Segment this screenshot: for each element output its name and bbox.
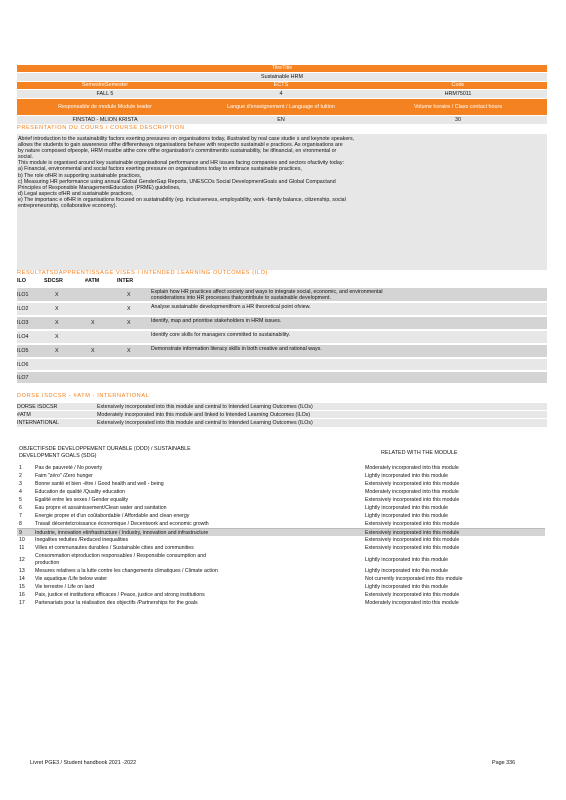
sdg-number: 5 xyxy=(19,497,22,503)
ilo-row xyxy=(17,287,547,301)
presentation-line: by nature composed ofpeople, HRM mustbe atthe core ofthe organisation's commitmentto sustainability, be itfinancial, en vironmental or xyxy=(18,148,337,155)
language-label: Langue d'enseignement / Language of tuition xyxy=(227,104,335,110)
theme-label: DORSE ISDCSR xyxy=(17,404,58,410)
ilo-atm-mark xyxy=(91,331,105,343)
presentation-line: e) The importanc e ofHR in organisations focused on sustainability (eg. inclusiveness, employability, work -family balance, citizenship, social xyxy=(18,196,346,203)
ilo-sdcsr-mark: X xyxy=(55,306,59,312)
ilo-sdcsr-mark: X xyxy=(55,348,59,354)
theme-description: Extensively incorporated into this module and central to Intended Learning Outcomes (ILOs) xyxy=(97,420,313,426)
sdg-number: 15 xyxy=(19,584,25,590)
sdg-goal-line: Villes et communautes durables / Sustainable cities and communities xyxy=(35,545,194,551)
sdg-number: 1 xyxy=(19,465,22,471)
responsable-label: Responsable de module Module leader xyxy=(58,103,152,110)
ilo-description xyxy=(151,346,322,352)
ilo-description-line: Identify, map and prioritise stakeholders in HRM issues. xyxy=(151,318,282,324)
ilo-inter-mark: X xyxy=(127,348,131,354)
sdg-goal xyxy=(35,513,189,520)
sdg-number: 9 xyxy=(19,530,22,536)
ilo-description-line: Explain how HR practices affect society and ways to integrate social, economic, and environmental xyxy=(151,289,383,295)
sdg-relation: Extensively incorporated into this module xyxy=(365,530,460,536)
sdg-number: 11 xyxy=(19,545,25,551)
sdg-header-left-1: OBJECTIFSDE DEVELOPPEMENT DURABLE (ODD) / SUSTAINABLE xyxy=(19,446,191,452)
ilo-description xyxy=(151,304,311,310)
sdg-relation: Lightly incorporated into this module xyxy=(365,584,449,590)
sdg-goal xyxy=(35,592,205,599)
ilo-header: ILO xyxy=(17,278,26,285)
ilo-atm-mark: X xyxy=(91,320,95,326)
ilo-inter-mark xyxy=(127,372,141,383)
presentation-line: a) Financial, environmental and social factors exerting pressure on organisations today to embrace sustainable practices, xyxy=(18,166,302,173)
sdg-row xyxy=(17,583,545,591)
ilo-description-line: Demonstrate information literacy skills in both creative and rational ways. xyxy=(151,346,322,352)
sdg-row xyxy=(17,599,545,607)
theme-label: INTERNATIONAL xyxy=(17,420,59,426)
presentation-line: Abrief introduction to the sustainability factors exerting pressures on organisations today, illustrated by real case studie s and keynote speakers, xyxy=(18,136,355,142)
ilo-sdcsr-mark xyxy=(55,359,69,370)
sdg-goal-line: Eau propre et assainissement/Clean water and sanitation xyxy=(35,505,167,511)
ilo-id: ILO6 xyxy=(17,361,29,368)
ilo-row xyxy=(17,358,547,370)
sdg-goal-line: Consommation etproduction responsables / Responsible consumption and xyxy=(35,553,207,559)
ilo-description-line: Analyse sustainable developmentfrom a HR theoretical point ofview. xyxy=(151,304,311,310)
sdg-goal-line: Paix, justice et institutions efficaces / Peace, justice and strong institutions xyxy=(35,592,205,598)
sdg-goal xyxy=(35,489,125,496)
title-label: TitreTitle xyxy=(271,65,293,72)
sdg-number: 16 xyxy=(19,592,25,598)
sdg-goal-line: Mesures relatives a la lutte contre les changements climatiques / Climate action xyxy=(35,568,218,574)
ilo-description-line: Identify core skills for managers committed to sustainability. xyxy=(151,332,291,338)
ilo-sdcsr-mark: X xyxy=(55,291,59,298)
semester-value-row xyxy=(17,90,547,98)
presentation-line: entrepreneurship, collaborative economy). xyxy=(18,203,117,210)
ilo-id: ILO2 xyxy=(17,306,29,312)
sdg-row xyxy=(17,567,545,575)
title-value-row xyxy=(17,73,547,81)
semester-header-row xyxy=(17,82,547,89)
footer-left: Livret PGE3 / Student handbook 2021 -2022 xyxy=(30,760,137,766)
sdg-header-left-2: DEVELOPMENT GOALS (SDG) xyxy=(19,453,97,459)
sdg-relation: Extensively incorporated into this module xyxy=(365,545,460,551)
presentation-line: Principles of Responsible ManagementEducation (PRME) guidelines, xyxy=(18,184,181,191)
sdg-number: 2 xyxy=(19,473,22,479)
ilo-id: ILO7 xyxy=(17,374,29,381)
sdg-number: 12 xyxy=(19,556,25,563)
sdg-number: 6 xyxy=(19,505,22,511)
ilo-row xyxy=(17,302,547,315)
sdg-goal xyxy=(35,584,94,591)
footer-right: Page 336 xyxy=(492,760,516,766)
sdg-row xyxy=(17,504,545,512)
themes-title: DORSE ISDCSR - #ATM - INTERNATIONAL xyxy=(17,393,150,399)
inter-header: INTER xyxy=(117,278,134,285)
sdg-row xyxy=(17,464,545,472)
sdg-row xyxy=(17,512,545,520)
sdg-number: 17 xyxy=(19,600,25,606)
presentation-line: d) Legal aspects ofHR and sustainable practices, xyxy=(18,190,134,197)
ilo-atm-mark xyxy=(91,372,105,383)
sdg-row xyxy=(17,591,545,599)
sdg-goal xyxy=(35,553,206,566)
sdcsr-header: SDCSR xyxy=(44,278,63,285)
presentation-title: PRESENTATION DU COURS / COURSE DESCRIPTION xyxy=(17,125,185,131)
sdg-goal-line: Faim "zéro" /Zero hunger xyxy=(35,473,93,479)
sdg-goal-line: Education de qualité /Quality education xyxy=(35,489,125,495)
sdg-relation: Lightly incorporated into this module xyxy=(365,513,449,519)
sdg-relation: Lightly incorporated into this module xyxy=(365,556,449,563)
ilo-id: ILO3 xyxy=(17,320,29,326)
sdg-relation: Not currently incorporated into this module xyxy=(365,576,463,582)
sdg-number: 10 xyxy=(19,537,25,543)
sdg-goal-line: Travail décentetcroissance économique / Decentwork and economic growth xyxy=(35,521,209,527)
sdg-number: 8 xyxy=(19,521,22,527)
sdg-goal xyxy=(35,568,218,575)
ilo-atm-mark: X xyxy=(91,348,95,354)
semester-label: SemestreSemester xyxy=(81,82,129,89)
theme-row xyxy=(17,418,547,427)
sdg-number: 3 xyxy=(19,481,22,487)
ilo-inter-mark: X xyxy=(127,291,131,298)
sdg-goal xyxy=(35,505,167,512)
ilo-description-line: considerations into HR processes thatcontribute to sustainable development. xyxy=(151,295,331,301)
language-value: EN xyxy=(277,116,285,123)
responsable-value: FINSTAD - MLION KRISTA xyxy=(72,116,138,123)
ilo-id: ILO5 xyxy=(17,348,29,354)
hours-value: 30 xyxy=(455,116,461,123)
ilo-row xyxy=(17,344,547,357)
sdg-goal-line: Industrie, innovation etinfrastructure / Industry, innovation and infrastructure xyxy=(35,530,209,536)
ilo-inter-mark xyxy=(127,359,141,370)
theme-description: Extensively incorporated into this module and central to Intended Learning Outcomes (ILOs) xyxy=(97,404,313,410)
sdg-row xyxy=(17,536,545,544)
ilo-description xyxy=(151,289,383,301)
sdg-row xyxy=(17,488,545,496)
ilo-row xyxy=(17,330,547,343)
sdg-goal xyxy=(35,481,164,488)
sdg-relation: Moderately incorporated into this module xyxy=(365,465,459,471)
presentation-line: b) The role ofHR in supporting sustainable practices, xyxy=(18,172,142,179)
sdg-goal xyxy=(35,465,102,472)
sdg-goal xyxy=(35,497,128,504)
sdg-row xyxy=(17,552,545,567)
ilo-inter-mark: X xyxy=(127,306,131,312)
sdg-number: 14 xyxy=(19,576,25,582)
sdg-goal-line: Bonne santé et bien -être / Good health and well - being xyxy=(35,481,164,487)
sdg-relation: Lightly incorporated into this module xyxy=(365,473,449,479)
sdg-relation: Lightly incorporated into this module xyxy=(365,568,449,574)
sdg-row xyxy=(17,520,545,528)
sdg-relation: Lightly incorporated into this module xyxy=(365,505,449,511)
sdg-number: 4 xyxy=(19,489,22,495)
responsable-value-row xyxy=(17,116,547,124)
sdg-goal xyxy=(35,537,128,544)
sdg-row xyxy=(17,496,545,504)
sdg-row xyxy=(17,480,545,488)
hours-label: Volume horaire / Class contact hours xyxy=(413,103,503,110)
sdg-goal-line: Partenariats pour la réalisation des objectifs /Partnerships for the goals xyxy=(35,600,198,606)
title-label-row xyxy=(17,65,547,72)
sdg-row xyxy=(17,544,545,552)
sdg-header xyxy=(17,446,547,460)
sdg-goal-line: Egalité entre les sexes / Gender equality xyxy=(35,497,129,503)
theme-label: #ATM xyxy=(17,412,31,418)
sdg-relation: Extensively incorporated into this module xyxy=(365,521,460,527)
sdg-goal-line: Inegalites reduites /Reduced inequalities xyxy=(35,537,129,543)
ilo-atm-mark xyxy=(91,359,105,370)
sdg-goal xyxy=(35,545,194,552)
presentation-line: This module is organised around key sustainable organisational performance and HR issues facing companies and sectors ofactivity today: xyxy=(18,160,344,167)
sdg-goal xyxy=(35,576,107,583)
presentation-line: allows the students to gain awareness ofthe differentways organisations behave with respectto sustainabl e practices. As organisations are xyxy=(18,142,343,149)
theme-description: Moderately incorporated into this module and linked to Intended Learning Outcomes (ILOs) xyxy=(97,412,311,418)
outcomes-title: RESULTATSDAPPRENTISSAGE VISES / INTENDED LEARNING OUTCOMES (ILO) xyxy=(17,270,268,276)
title-value: Sustainable HRM xyxy=(261,73,303,80)
presentation-text xyxy=(17,134,547,270)
ilo-sdcsr-mark: X xyxy=(55,334,59,340)
ilo-sdcsr-mark: X xyxy=(55,320,59,326)
sdg-number: 7 xyxy=(19,513,22,519)
ilo-atm-mark xyxy=(91,288,105,301)
code-label: Code xyxy=(451,82,465,89)
presentation-line: c) Measuring HR performance using annual Global GenderGap Reports, UNESCOs Social DevelopmentGoals and Global Compactand xyxy=(18,178,336,185)
sdg-goal-line: Energie propre et d'un coûtabordable / Affordable and clean energy xyxy=(35,513,190,519)
sdg-relation: Extensively incorporated into this module xyxy=(365,592,460,598)
sdg-goal xyxy=(35,600,198,607)
responsable-header-row xyxy=(17,99,547,115)
ilo-description xyxy=(151,332,290,338)
ects-value: 4 xyxy=(279,90,283,97)
sdg-relation: Moderately incorporated into this module xyxy=(365,600,459,606)
sdg-goal-line: Vie aquatique /Life below water xyxy=(35,576,108,582)
sdg-relation: Extensively incorporated into this module xyxy=(365,481,460,487)
sdg-header-right: RELATED WITH THE MODULE xyxy=(381,450,458,456)
sdg-row xyxy=(17,472,545,480)
sdg-relation: Extensively incorporated into this module xyxy=(365,497,460,503)
ilo-description xyxy=(151,318,281,324)
sdg-number: 13 xyxy=(19,568,25,574)
ects-label: ECTS xyxy=(273,82,289,89)
sdg-goal xyxy=(35,521,209,528)
ilo-id: ILO4 xyxy=(17,334,29,340)
presentation-line: social. xyxy=(18,154,34,161)
ilo-row xyxy=(17,371,547,383)
ilo-inter-mark xyxy=(127,331,141,343)
sdg-goal-line: Vie terrestre / Life on land xyxy=(35,584,95,590)
sdg-row xyxy=(17,575,545,583)
ilo-id: ILO1 xyxy=(17,291,29,298)
sdg-goal xyxy=(35,473,93,480)
ilo-row xyxy=(17,316,547,329)
ilo-inter-mark: X xyxy=(127,320,131,326)
sdg-relation: Moderately incorporated into this module xyxy=(365,489,459,495)
sdg-relation: Extensively incorporated into this module xyxy=(365,537,460,543)
outcomes-header-row xyxy=(17,278,547,285)
code-value: HRM75011 xyxy=(444,90,472,97)
sdg-goal-line: production xyxy=(35,559,60,566)
atm-header: #ATM xyxy=(85,278,100,285)
ilo-atm-mark xyxy=(91,303,105,315)
ilo-sdcsr-mark xyxy=(55,372,69,383)
sdg-goal-line: Pas de pauvreté / No poverty xyxy=(35,465,103,471)
semester-value: FALL 5 xyxy=(96,90,114,97)
